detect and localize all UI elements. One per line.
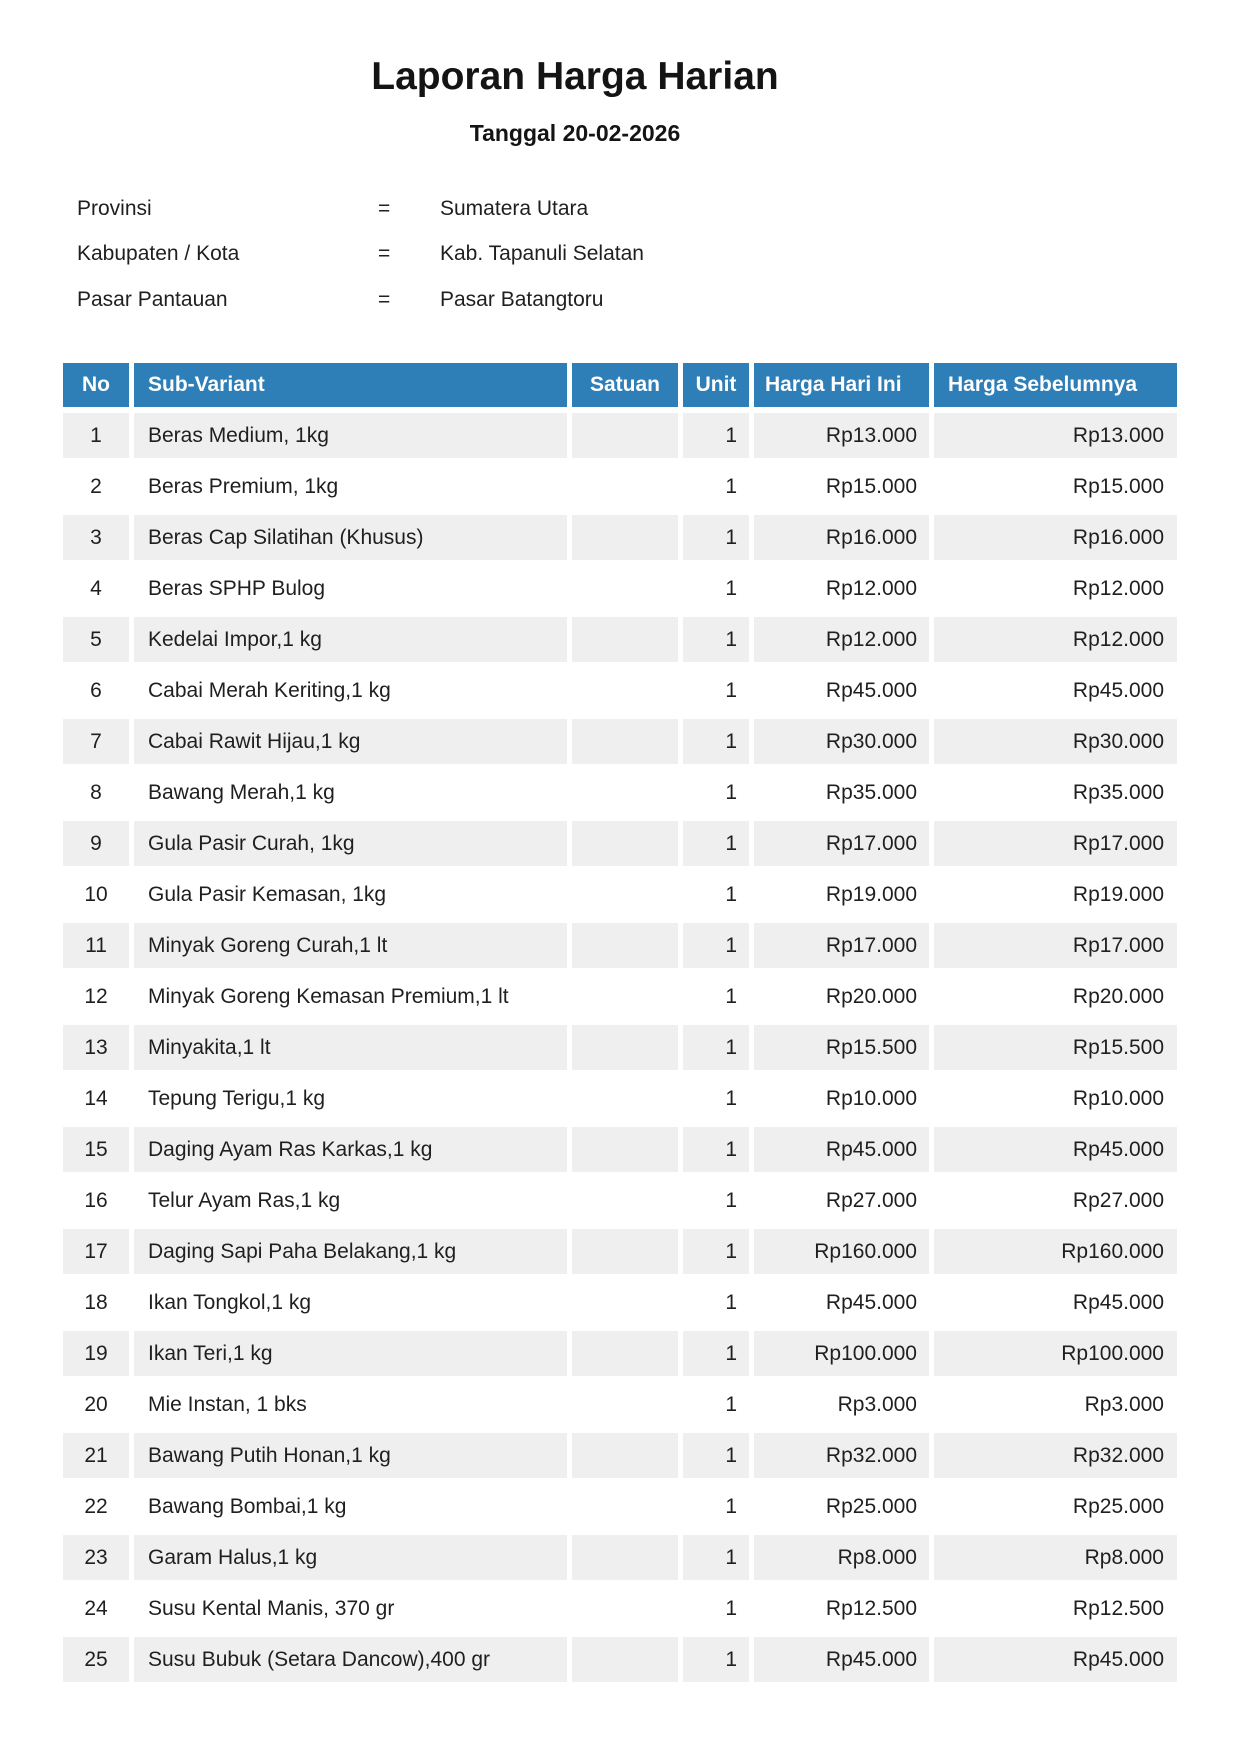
cell-harga-sebelumnya: Rp19.000 — [934, 872, 1177, 917]
cell-harga-sebelumnya: Rp160.000 — [934, 1229, 1177, 1274]
price-table — [58, 357, 1182, 1688]
cell-sub-variant: Gula Pasir Kemasan, 1kg — [134, 872, 567, 917]
cell-harga-sebelumnya: Rp45.000 — [934, 1127, 1177, 1172]
cell-unit: 1 — [683, 566, 749, 611]
cell-harga-sebelumnya: Rp17.000 — [934, 821, 1177, 866]
cell-satuan — [572, 872, 678, 917]
table-row — [63, 1178, 1177, 1223]
cell-no: 10 — [63, 872, 129, 917]
cell-satuan — [572, 1433, 678, 1478]
cell-unit: 1 — [683, 464, 749, 509]
cell-harga-sebelumnya: Rp45.000 — [934, 668, 1177, 713]
cell-sub-variant: Minyak Goreng Kemasan Premium,1 lt — [134, 974, 567, 1019]
table-row — [63, 1127, 1177, 1172]
cell-sub-variant: Beras Cap Silatihan (Khusus) — [134, 515, 567, 560]
cell-harga-hari-ini: Rp32.000 — [754, 1433, 929, 1478]
cell-unit: 1 — [683, 668, 749, 713]
cell-satuan — [572, 821, 678, 866]
cell-harga-hari-ini: Rp100.000 — [754, 1331, 929, 1376]
table-row — [63, 923, 1177, 968]
cell-no: 5 — [63, 617, 129, 662]
cell-harga-sebelumnya: Rp45.000 — [934, 1637, 1177, 1682]
column-header-harga-sebelumnya: Harga Sebelumnya — [934, 363, 1177, 407]
table-row — [63, 1382, 1177, 1427]
cell-harga-sebelumnya: Rp17.000 — [934, 923, 1177, 968]
cell-harga-sebelumnya: Rp16.000 — [934, 515, 1177, 560]
page-title: Laporan Harga Harian — [371, 55, 779, 98]
cell-sub-variant: Gula Pasir Curah, 1kg — [134, 821, 567, 866]
cell-unit: 1 — [683, 1127, 749, 1172]
cell-harga-sebelumnya: Rp35.000 — [934, 770, 1177, 815]
cell-harga-hari-ini: Rp12.000 — [754, 617, 929, 662]
table-row — [63, 464, 1177, 509]
cell-no: 6 — [63, 668, 129, 713]
cell-unit: 1 — [683, 1637, 749, 1682]
info-separator: = — [378, 196, 391, 220]
cell-no: 18 — [63, 1280, 129, 1325]
cell-satuan — [572, 464, 678, 509]
cell-satuan — [572, 1331, 678, 1376]
cell-unit: 1 — [683, 1382, 749, 1427]
cell-harga-sebelumnya: Rp15.500 — [934, 1025, 1177, 1070]
table-row — [63, 1433, 1177, 1478]
table-row — [63, 1229, 1177, 1274]
cell-harga-hari-ini: Rp3.000 — [754, 1382, 929, 1427]
table-header-row — [63, 363, 1177, 407]
table-row — [63, 1331, 1177, 1376]
cell-no: 23 — [63, 1535, 129, 1580]
cell-harga-hari-ini: Rp8.000 — [754, 1535, 929, 1580]
cell-no: 11 — [63, 923, 129, 968]
report-header — [63, 56, 1087, 147]
cell-unit: 1 — [683, 1433, 749, 1478]
table-row — [63, 1586, 1177, 1631]
cell-harga-sebelumnya: Rp10.000 — [934, 1076, 1177, 1121]
cell-sub-variant: Kedelai Impor,1 kg — [134, 617, 567, 662]
info-row — [77, 232, 1077, 278]
cell-sub-variant: Susu Bubuk (Setara Dancow),400 gr — [134, 1637, 567, 1682]
cell-sub-variant: Tepung Terigu,1 kg — [134, 1076, 567, 1121]
cell-harga-hari-ini: Rp12.000 — [754, 566, 929, 611]
cell-no: 24 — [63, 1586, 129, 1631]
cell-satuan — [572, 719, 678, 764]
info-row — [77, 277, 1077, 323]
cell-no: 21 — [63, 1433, 129, 1478]
cell-harga-sebelumnya: Rp25.000 — [934, 1484, 1177, 1529]
cell-unit: 1 — [683, 1229, 749, 1274]
info-value: Kab. Tapanuli Selatan — [440, 242, 644, 266]
cell-sub-variant: Cabai Merah Keriting,1 kg — [134, 668, 567, 713]
cell-unit: 1 — [683, 1535, 749, 1580]
cell-sub-variant: Bawang Bombai,1 kg — [134, 1484, 567, 1529]
cell-harga-hari-ini: Rp27.000 — [754, 1178, 929, 1223]
cell-harga-sebelumnya: Rp3.000 — [934, 1382, 1177, 1427]
table-row — [63, 1484, 1177, 1529]
cell-unit: 1 — [683, 923, 749, 968]
cell-harga-hari-ini: Rp20.000 — [754, 974, 929, 1019]
cell-unit: 1 — [683, 1025, 749, 1070]
cell-harga-hari-ini: Rp45.000 — [754, 668, 929, 713]
cell-sub-variant: Mie Instan, 1 bks — [134, 1382, 567, 1427]
cell-no: 9 — [63, 821, 129, 866]
cell-harga-hari-ini: Rp15.000 — [754, 464, 929, 509]
column-header-harga-hari-ini: Harga Hari Ini — [754, 363, 929, 407]
cell-harga-sebelumnya: Rp20.000 — [934, 974, 1177, 1019]
cell-unit: 1 — [683, 617, 749, 662]
cell-sub-variant: Beras Premium, 1kg — [134, 464, 567, 509]
table-body — [63, 413, 1177, 1682]
cell-harga-sebelumnya: Rp12.500 — [934, 1586, 1177, 1631]
cell-harga-hari-ini: Rp13.000 — [754, 413, 929, 458]
info-row — [77, 186, 1077, 232]
cell-harga-hari-ini: Rp160.000 — [754, 1229, 929, 1274]
table-row — [63, 770, 1177, 815]
cell-satuan — [572, 413, 678, 458]
cell-satuan — [572, 974, 678, 1019]
info-separator: = — [378, 242, 391, 266]
cell-unit: 1 — [683, 1331, 749, 1376]
column-header-no: No — [63, 363, 129, 407]
cell-harga-hari-ini: Rp19.000 — [754, 872, 929, 917]
cell-harga-sebelumnya: Rp100.000 — [934, 1331, 1177, 1376]
cell-satuan — [572, 1280, 678, 1325]
info-label: Provinsi — [77, 196, 152, 220]
info-value: Pasar Batangtoru — [440, 287, 604, 311]
table-row — [63, 1280, 1177, 1325]
cell-no: 14 — [63, 1076, 129, 1121]
cell-harga-sebelumnya: Rp15.000 — [934, 464, 1177, 509]
cell-no: 13 — [63, 1025, 129, 1070]
cell-satuan — [572, 1127, 678, 1172]
table-row — [63, 719, 1177, 764]
cell-harga-hari-ini: Rp45.000 — [754, 1280, 929, 1325]
cell-no: 8 — [63, 770, 129, 815]
table-row — [63, 413, 1177, 458]
cell-sub-variant: Telur Ayam Ras,1 kg — [134, 1178, 567, 1223]
table-row — [63, 617, 1177, 662]
cell-unit: 1 — [683, 872, 749, 917]
cell-unit: 1 — [683, 719, 749, 764]
cell-unit: 1 — [683, 1484, 749, 1529]
cell-satuan — [572, 515, 678, 560]
cell-harga-hari-ini: Rp17.000 — [754, 821, 929, 866]
cell-satuan — [572, 1076, 678, 1121]
cell-unit: 1 — [683, 413, 749, 458]
cell-unit: 1 — [683, 515, 749, 560]
cell-unit: 1 — [683, 770, 749, 815]
cell-satuan — [572, 770, 678, 815]
info-separator: = — [378, 287, 391, 311]
cell-no: 25 — [63, 1637, 129, 1682]
cell-satuan — [572, 1382, 678, 1427]
cell-satuan — [572, 668, 678, 713]
cell-harga-hari-ini: Rp10.000 — [754, 1076, 929, 1121]
cell-unit: 1 — [683, 1280, 749, 1325]
cell-unit: 1 — [683, 1076, 749, 1121]
cell-sub-variant: Ikan Teri,1 kg — [134, 1331, 567, 1376]
cell-sub-variant: Minyak Goreng Curah,1 lt — [134, 923, 567, 968]
cell-satuan — [572, 1229, 678, 1274]
column-header-sub-variant: Sub-Variant — [134, 363, 567, 407]
cell-harga-sebelumnya: Rp12.000 — [934, 617, 1177, 662]
cell-no: 15 — [63, 1127, 129, 1172]
cell-satuan — [572, 1535, 678, 1580]
cell-no: 22 — [63, 1484, 129, 1529]
info-block — [77, 186, 1077, 323]
table-row — [63, 1637, 1177, 1682]
cell-unit: 1 — [683, 1178, 749, 1223]
cell-no: 19 — [63, 1331, 129, 1376]
cell-harga-hari-ini: Rp45.000 — [754, 1637, 929, 1682]
table-row — [63, 1076, 1177, 1121]
cell-harga-hari-ini: Rp12.500 — [754, 1586, 929, 1631]
cell-no: 2 — [63, 464, 129, 509]
cell-sub-variant: Ikan Tongkol,1 kg — [134, 1280, 567, 1325]
cell-sub-variant: Susu Kental Manis, 370 gr — [134, 1586, 567, 1631]
table-row — [63, 668, 1177, 713]
report-date: Tanggal 20-02-2026 — [469, 120, 681, 146]
cell-sub-variant: Garam Halus,1 kg — [134, 1535, 567, 1580]
table-row — [63, 821, 1177, 866]
cell-sub-variant: Cabai Rawit Hijau,1 kg — [134, 719, 567, 764]
cell-satuan — [572, 617, 678, 662]
table-row — [63, 1535, 1177, 1580]
cell-harga-sebelumnya: Rp12.000 — [934, 566, 1177, 611]
cell-harga-hari-ini: Rp25.000 — [754, 1484, 929, 1529]
cell-harga-hari-ini: Rp17.000 — [754, 923, 929, 968]
info-label: Kabupaten / Kota — [77, 242, 240, 266]
cell-no: 7 — [63, 719, 129, 764]
cell-satuan — [572, 1484, 678, 1529]
cell-harga-hari-ini: Rp16.000 — [754, 515, 929, 560]
info-value: Sumatera Utara — [440, 196, 589, 220]
cell-sub-variant: Beras Medium, 1kg — [134, 413, 567, 458]
cell-sub-variant: Daging Ayam Ras Karkas,1 kg — [134, 1127, 567, 1172]
column-header-satuan: Satuan — [572, 363, 678, 407]
cell-no: 12 — [63, 974, 129, 1019]
cell-unit: 1 — [683, 974, 749, 1019]
cell-harga-hari-ini: Rp15.500 — [754, 1025, 929, 1070]
cell-no: 3 — [63, 515, 129, 560]
cell-unit: 1 — [683, 1586, 749, 1631]
cell-satuan — [572, 1586, 678, 1631]
info-label: Pasar Pantauan — [77, 287, 228, 311]
cell-no: 4 — [63, 566, 129, 611]
cell-sub-variant: Daging Sapi Paha Belakang,1 kg — [134, 1229, 567, 1274]
cell-sub-variant: Bawang Merah,1 kg — [134, 770, 567, 815]
cell-satuan — [572, 1025, 678, 1070]
cell-no: 20 — [63, 1382, 129, 1427]
cell-unit: 1 — [683, 821, 749, 866]
cell-harga-sebelumnya: Rp13.000 — [934, 413, 1177, 458]
cell-no: 16 — [63, 1178, 129, 1223]
table-row — [63, 566, 1177, 611]
cell-satuan — [572, 566, 678, 611]
cell-harga-sebelumnya: Rp32.000 — [934, 1433, 1177, 1478]
cell-sub-variant: Beras SPHP Bulog — [134, 566, 567, 611]
cell-harga-hari-ini: Rp30.000 — [754, 719, 929, 764]
cell-harga-sebelumnya: Rp8.000 — [934, 1535, 1177, 1580]
cell-satuan — [572, 1637, 678, 1682]
table-row — [63, 974, 1177, 1019]
cell-satuan — [572, 923, 678, 968]
cell-sub-variant: Minyakita,1 lt — [134, 1025, 567, 1070]
cell-sub-variant: Bawang Putih Honan,1 kg — [134, 1433, 567, 1478]
cell-satuan — [572, 1178, 678, 1223]
cell-harga-sebelumnya: Rp45.000 — [934, 1280, 1177, 1325]
table-row — [63, 872, 1177, 917]
cell-no: 17 — [63, 1229, 129, 1274]
cell-harga-sebelumnya: Rp30.000 — [934, 719, 1177, 764]
column-header-unit: Unit — [683, 363, 749, 407]
cell-harga-hari-ini: Rp45.000 — [754, 1127, 929, 1172]
cell-harga-sebelumnya: Rp27.000 — [934, 1178, 1177, 1223]
table-row — [63, 515, 1177, 560]
cell-harga-hari-ini: Rp35.000 — [754, 770, 929, 815]
table-row — [63, 1025, 1177, 1070]
cell-no: 1 — [63, 413, 129, 458]
